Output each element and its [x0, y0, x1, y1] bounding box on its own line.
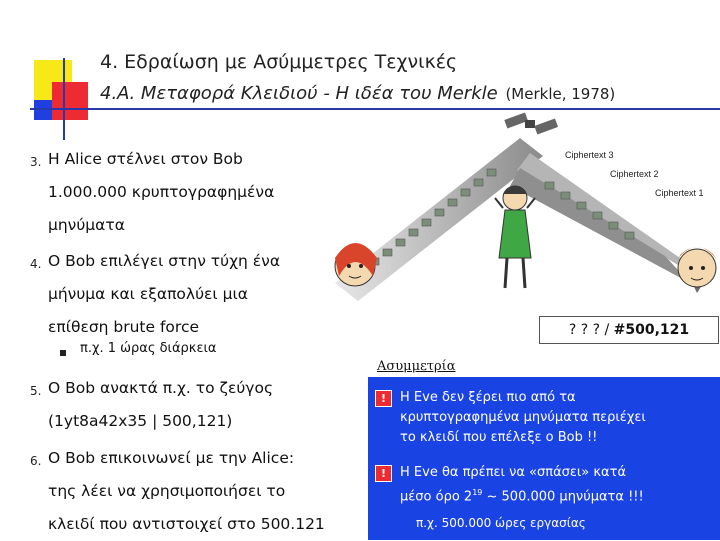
point-line: Η Eve δεν ξέρει πιο από τα: [400, 390, 576, 405]
point-line: το κλειδί που επέλεξε ο Bob !!: [400, 430, 598, 445]
decor-blue-square: [34, 100, 52, 120]
step-3-text: [48, 143, 274, 242]
merkle-illustration: [325, 108, 720, 340]
asymmetry-note: π.χ. 500.000 ώρες εργασίας: [416, 516, 586, 530]
point-line-start: μέσο όρο 2: [400, 489, 473, 505]
result-unknown: ? ? ? /: [568, 322, 614, 338]
step-6-text: [48, 442, 325, 541]
step-5-text: [48, 372, 273, 438]
result-value: #500,121: [613, 322, 690, 338]
step-line: επίθεση brute force: [48, 318, 199, 336]
decor-red-square: [52, 82, 88, 120]
sub-bullet-text: π.χ. 1 ώρας διάρκεια: [80, 341, 217, 356]
eve-figure: [495, 186, 535, 288]
point-line-end: ~ 500.000 μηνύματα !!!: [482, 489, 644, 505]
step-line: Ο Bob επικοινωνεί με την Alice:: [48, 449, 295, 467]
exclamation-icon: !: [375, 465, 392, 482]
asymmetry-title: Ασυμμετρία: [377, 359, 456, 374]
step-number: 3.: [30, 155, 42, 169]
ciphertext-3-label: Ciphertext 3: [565, 150, 614, 160]
step-number: 4.: [30, 257, 42, 271]
subtitle-main: 4.Α. Μεταφορά Κλειδιού - Η ιδέα του Merkle: [100, 83, 498, 104]
bob-avatar: [677, 247, 717, 287]
result-box: [539, 316, 719, 344]
falling-beam: [517, 153, 700, 278]
step-line: (1yt8a42x35 | 500,121): [48, 412, 233, 430]
step-line: Η Alice στέλνει στον Bob: [48, 150, 243, 168]
subtitle-citation: (Merkle, 1978): [505, 85, 616, 103]
step-line: της λέει να χρησιμοποιήσει το: [48, 482, 286, 500]
point-line: [400, 483, 644, 507]
step-line: Ο Bob ανακτά π.χ. το ζεύγος: [48, 379, 274, 397]
step-line: μήνυμα και εξαπολύει μια: [48, 285, 248, 303]
asymmetry-point-2: [400, 463, 644, 507]
step-line: μηνύματα: [48, 216, 125, 234]
decor-vertical-line: [63, 58, 65, 140]
slide-subtitle: [100, 83, 615, 104]
step-line: Ο Bob επιλέγει στην τύχη ένα: [48, 252, 281, 270]
ciphertext-2-label: Ciphertext 2: [610, 169, 659, 179]
bullet-square-icon: [60, 350, 66, 356]
step-line: κλειδί που αντιστοιχεί στο 500.121: [48, 515, 325, 533]
step-number: 5.: [30, 384, 42, 398]
point-line: κρυπτογραφημένα μηνύματα περιέχει: [400, 410, 646, 425]
ciphertext-1-label: Ciphertext 1: [655, 188, 704, 198]
step-number: 6.: [30, 454, 42, 468]
step-line: 1.000.000 κρυπτογραφημένα: [48, 183, 275, 201]
point-line: Η Eve θα πρέπει να «σπάσει» κατά: [400, 465, 627, 480]
exponent: 19: [472, 488, 483, 497]
satellite-icon: [504, 112, 558, 134]
asymmetry-point-1: [400, 388, 646, 448]
exclamation-icon: !: [375, 390, 392, 407]
slide-title: 4. Εδραίωση με Ασύμμετρες Τεχνικές: [100, 51, 458, 73]
step-4-text: [48, 245, 280, 344]
falling-beam: [510, 168, 690, 283]
